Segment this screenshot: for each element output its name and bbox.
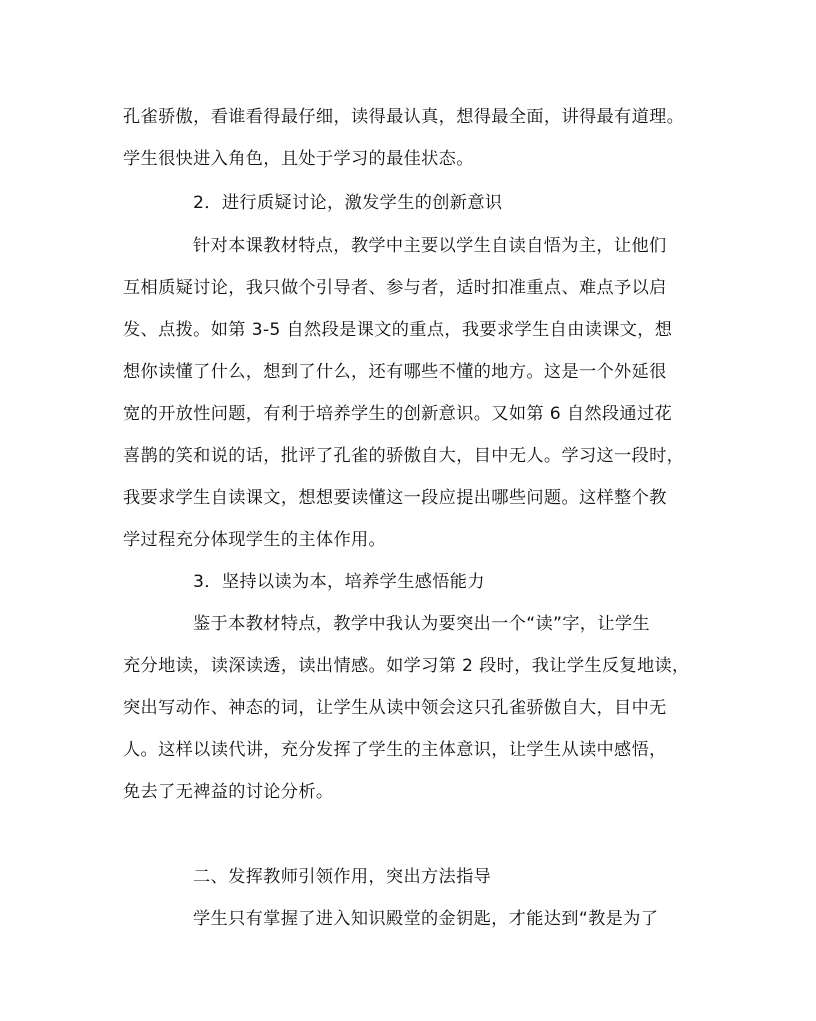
section-heading-3: 3．坚持以读为本，培养学生感悟能力 <box>193 572 485 592</box>
paragraph-line-5: 发、点拨。如第 3-5 自然段是课文的重点，我要求学生自由读课文，想 <box>123 320 673 340</box>
paragraph-line-11: 鉴于本教材特点，教学中我认为要突出一个“读”字，让学生 <box>193 614 650 634</box>
paragraph-line-8: 喜鹊的笑和说的话，批评了孔雀的骄傲自大，目中无人。学习这一段时， <box>123 446 685 466</box>
paragraph-line-12: 充分地读，读深读透，读出情感。如学习第 2 段时，我让学生反复地读， <box>123 656 690 676</box>
paragraph-line-6: 想你读懂了什么，想到了什么，还有哪些不懂的地方。这是一个外延很 <box>123 362 667 382</box>
paragraph-line-16: 学生只有掌握了进入知识殿堂的金钥匙，才能达到“教是为了 <box>193 909 659 929</box>
paragraph-line-2: 学生很快进入角色，且处于学习的最佳状态。 <box>123 149 474 169</box>
paragraph-line-1: 孔雀骄傲，看谁看得最仔细，读得最认真，想得最全面，讲得最有道理。 <box>123 107 685 127</box>
paragraph-line-14: 人。这样以读代讲，充分发挥了学生的主体意识，让学生从读中感悟， <box>123 740 667 760</box>
paragraph-line-13: 突出写动作、神态的词，让学生从读中领会这只孔雀骄傲自大，目中无 <box>123 698 667 718</box>
paragraph-line-10: 学过程充分体现学生的主体作用。 <box>123 530 387 550</box>
paragraph-line-7: 宽的开放性问题，有利于培养学生的创新意识。又如第 6 自然段通过花 <box>123 404 673 424</box>
section-heading-2: 2．进行质疑讨论，激发学生的创新意识 <box>193 193 503 213</box>
paragraph-line-4: 互相质疑讨论，我只做个引导者、参与者，适时扣准重点、难点予以启 <box>123 278 667 298</box>
paragraph-line-9: 我要求学生自读课文，想想要读懂这一段应提出哪些问题。这样整个教 <box>123 488 667 508</box>
section-heading-main-2: 二、发挥教师引领作用，突出方法指导 <box>193 867 492 887</box>
paragraph-line-15: 免去了无裨益的讨论分析。 <box>123 782 334 802</box>
paragraph-line-3: 针对本课教材特点，教学中主要以学生自读自悟为主，让他们 <box>193 236 667 256</box>
